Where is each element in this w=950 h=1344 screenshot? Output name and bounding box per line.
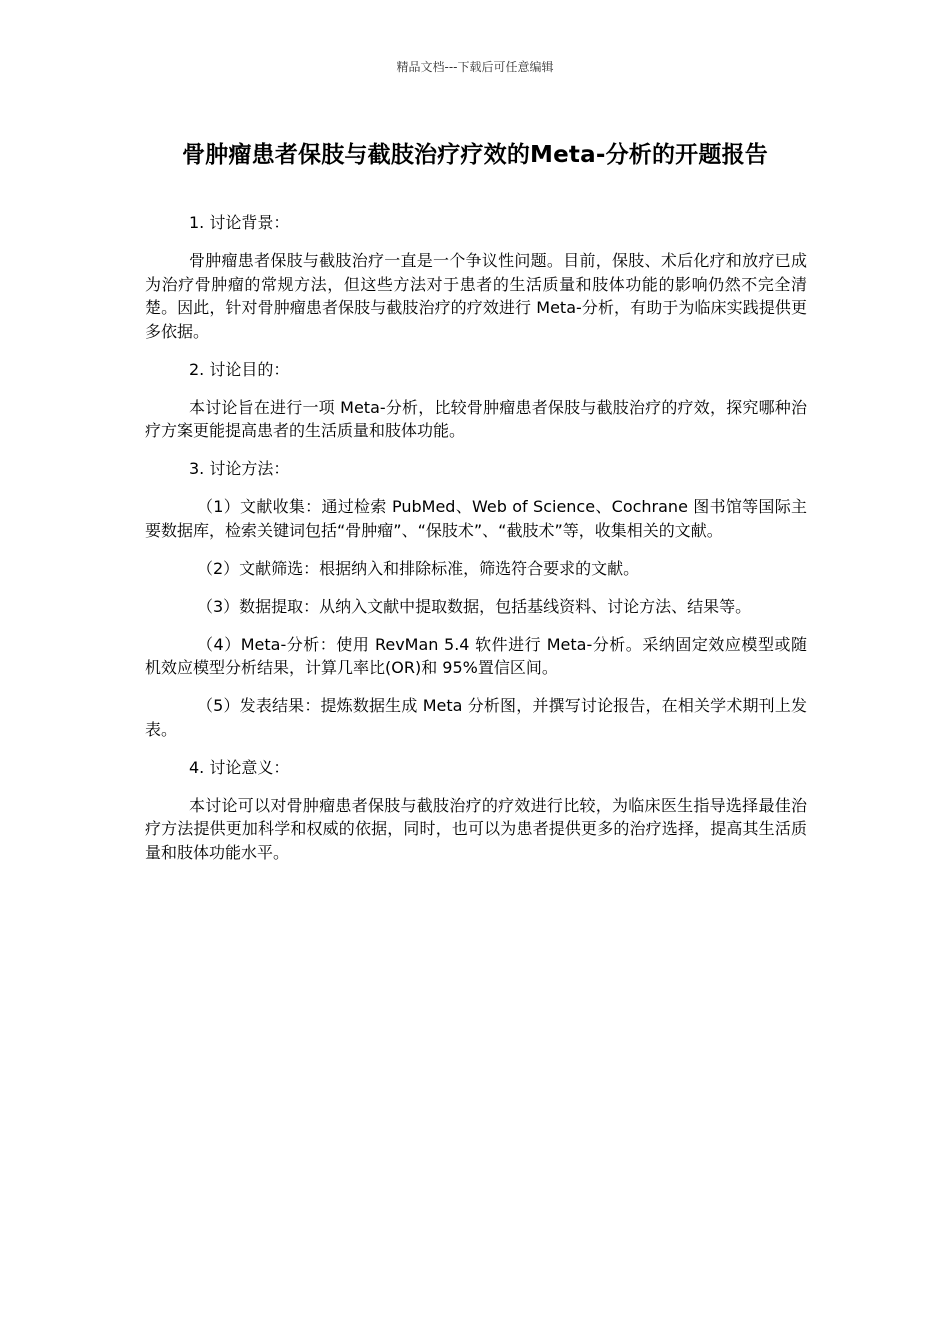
header-note: 精品文档---下载后可任意编辑 (396, 60, 554, 74)
method-item-literature-collection: （1）文献收集：通过检索 PubMed、Web of Science、Cochrane 图书馆等国际主要数据库，检索关键词包括“骨肿瘤”、“保肢术”、“截肢术”等，收集相关的文献。 (145, 497, 807, 540)
section-heading-purpose: 2. 讨论目的： (189, 359, 290, 379)
document-title: 骨肿瘤患者保肢与截肢治疗疗效的Meta-分析的开题报告 (182, 142, 768, 168)
purpose-paragraph: 本讨论旨在进行一项 Meta-分析，比较骨肿瘤患者保肢与截肢治疗的疗效，探究哪种治疗方案更能提高患者的生活质量和肢体功能。 (145, 397, 807, 440)
document-body (145, 211, 807, 879)
background-paragraph: 骨肿瘤患者保肢与截肢治疗一直是一个争议性问题。目前，保肢、术后化疗和放疗已成为治疗骨肿瘤的常规方法，但这些方法对于患者的生活质量和肢体功能的影响仍然不完全清楚。因此，针对骨肿瘤患者保肢与截肢治疗的疗效进行 Meta-分析，有助于为临床实践提供更多依据。 (145, 251, 807, 341)
section-heading-significance: 4. 讨论意义： (189, 757, 290, 777)
significance-paragraph: 本讨论可以对骨肿瘤患者保肢与截肢治疗的疗效进行比较，为临床医生指导选择最佳治疗方法提供更加科学和权威的依据，同时，也可以为患者提供更多的治疗选择，提高其生活质量和肢体功能水平。 (145, 795, 807, 862)
section-heading-background: 1. 讨论背景： (189, 213, 290, 232)
method-item-meta-analysis: （4）Meta-分析：使用 RevMan 5.4 软件进行 Meta-分析。采纳固定效应模型或随机效应模型分析结果，计算几率比(OR)和 95%置信区间。 (145, 634, 807, 677)
method-item-literature-screening: （2）文献筛选：根据纳入和排除标准，筛选符合要求的文献。 (197, 558, 640, 578)
section-heading-methods: 3. 讨论方法： (189, 459, 290, 478)
method-item-publish-results: （5）发表结果：提炼数据生成 Meta 分析图，并撰写讨论报告，在相关学术期刊上发表。 (145, 696, 807, 739)
method-item-data-extraction: （3）数据提取：从纳入文献中提取数据，包括基线资料、讨论方法、结果等。 (197, 596, 752, 616)
